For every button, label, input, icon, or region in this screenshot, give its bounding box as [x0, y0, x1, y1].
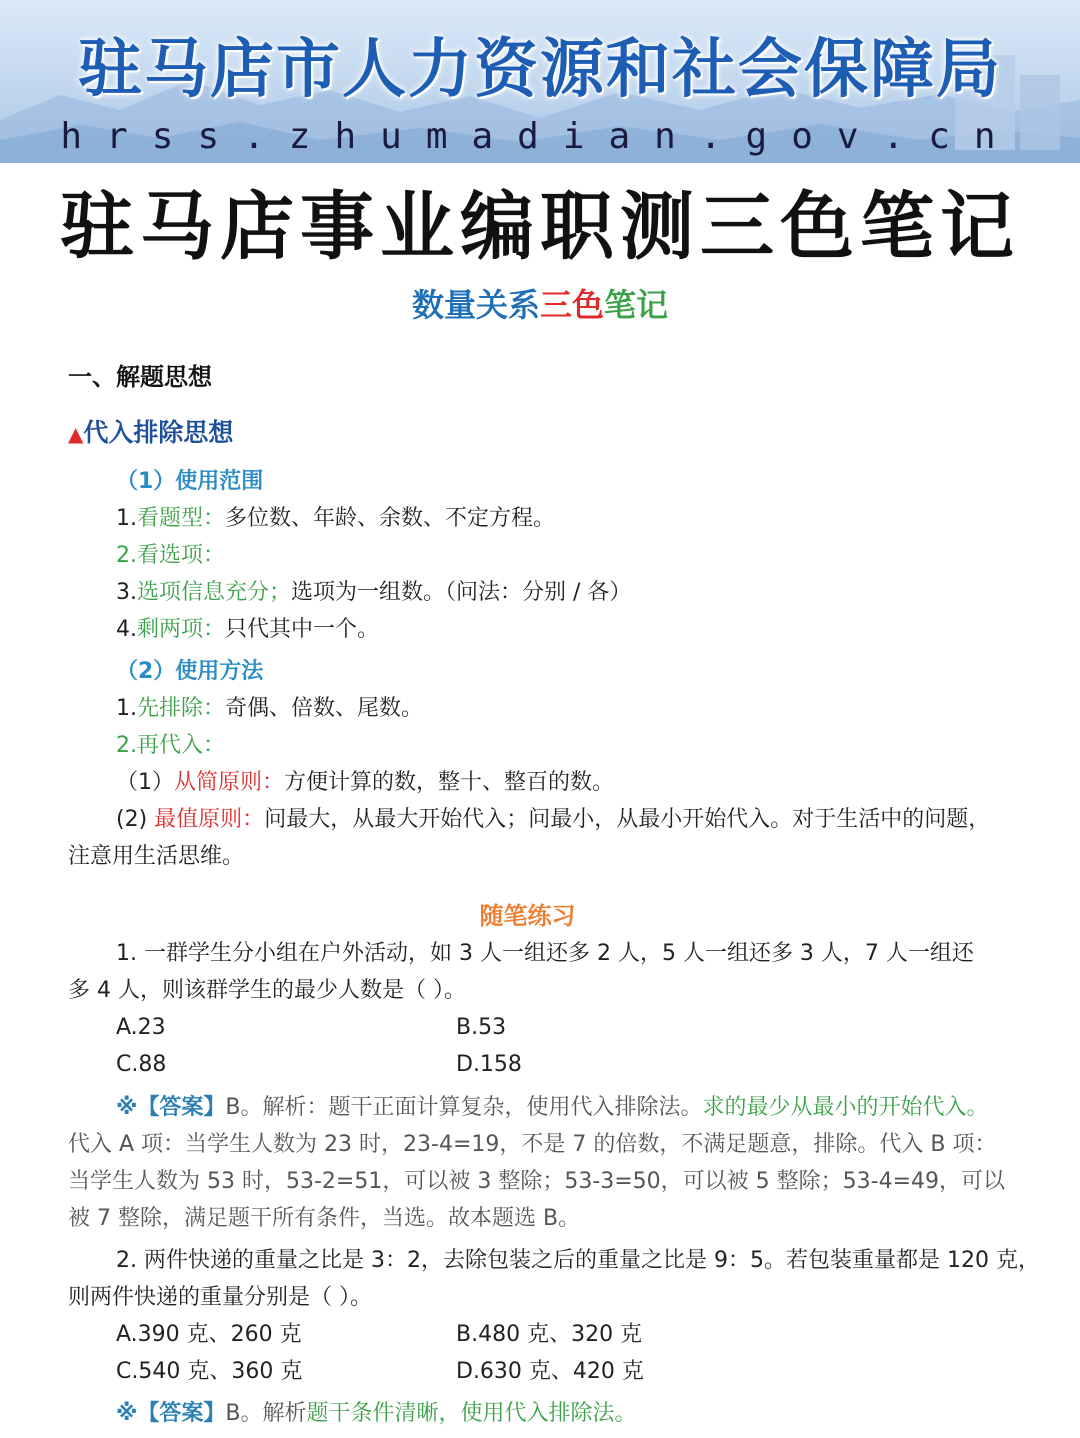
question-2-option-b: B.480 克、320 克	[456, 1322, 643, 1347]
usage-rule	[116, 768, 614, 798]
triangle-marker-icon: ▲	[68, 422, 84, 446]
scope-item	[116, 504, 555, 534]
question-2-option-d: D.630 克、420 克	[456, 1359, 644, 1384]
question-1-option-a: A.23	[116, 1015, 166, 1040]
question-2-option-a: A.390 克、260 克	[116, 1322, 302, 1347]
practice-heading: 随笔练习	[479, 902, 576, 930]
item-text: 只代其中一个。	[225, 617, 380, 642]
usage-rule	[116, 805, 990, 835]
answer-marker: ※【答案】	[116, 1095, 226, 1120]
method-title: 代入排除思想	[83, 418, 234, 447]
item-number: 1.	[116, 696, 137, 721]
rule-text: 方便计算的数，整十、整百的数。	[284, 770, 615, 795]
section-heading: 一、解题思想	[68, 363, 212, 391]
site-banner	[0, 0, 1080, 163]
answer-marker: ※【答案】	[116, 1401, 226, 1426]
rule-number: （1）	[116, 770, 174, 795]
usage-rule-continuation: 注意用生活思维。	[68, 844, 245, 869]
item-number: 2.	[116, 733, 137, 758]
scope-item	[116, 578, 631, 608]
question-2-option-c: C.540 克、360 克	[116, 1359, 303, 1384]
rule-key: 最值原则：	[154, 807, 265, 832]
question-1-answer-cont: 被 7 整除，满足题干所有条件，当选。故本题选 B。	[68, 1206, 581, 1231]
section-subtitle	[0, 280, 1080, 326]
rule-key: 从简原则：	[174, 770, 285, 795]
item-key: 再代入：	[137, 733, 226, 758]
document-title: 驻马店事业编职测三色笔记	[60, 184, 1020, 270]
item-key: 看题型：	[137, 506, 226, 531]
question-2-answer	[116, 1399, 637, 1429]
scope-item	[116, 541, 225, 571]
question-1-stem: 1. 一群学生分小组在户外活动，如 3 人一组还多 2 人，5 人一组还多 3 人，7 人一组还	[116, 941, 974, 966]
scope-item	[116, 615, 379, 645]
answer-text: B。解析	[225, 1401, 307, 1426]
question-2-stem-cont: 则两件快递的重量分别是（ ）。	[68, 1285, 372, 1310]
question-1-option-d: D.158	[456, 1052, 522, 1077]
answer-highlight: 题干条件清晰，使用代入排除法。	[306, 1401, 637, 1426]
usage-item	[116, 731, 225, 761]
subtitle-part-notes: 笔记	[604, 286, 669, 324]
answer-highlight: 求的最少从最小的开始代入。	[702, 1095, 989, 1120]
item-key: 选项信息充分；	[137, 580, 292, 605]
item-text: 奇偶、倍数、尾数。	[225, 696, 424, 721]
item-number: 1.	[116, 506, 137, 531]
subtitle-part-quantity: 数量关系	[411, 286, 540, 324]
item-text: 选项为一组数。（问法：分别 / 各）	[291, 580, 632, 605]
answer-text: B。解析：题干正面计算复杂，使用代入排除法。	[225, 1095, 703, 1120]
item-text: 多位数、年龄、余数、不定方程。	[225, 506, 556, 531]
question-1-option-c: C.88	[116, 1052, 167, 1077]
question-1-stem-cont: 多 4 人，则该群学生的最少人数是（ ）。	[68, 978, 466, 1003]
agency-url: hrss.zhumadian.gov.cn	[60, 116, 1020, 157]
item-number: 2.	[116, 543, 137, 568]
item-number: 3.	[116, 580, 137, 605]
question-1-answer	[116, 1093, 989, 1123]
item-key: 看选项：	[137, 543, 226, 568]
question-1-option-b: B.53	[456, 1015, 507, 1040]
item-key: 剩两项：	[137, 617, 226, 642]
subtitle-part-three-color: 三色	[539, 286, 604, 324]
method-heading	[68, 418, 233, 449]
scope-heading: （1）使用范围	[116, 469, 264, 494]
question-2-stem: 2. 两件快递的重量之比是 3：2，去除包装之后的重量之比是 9：5。若包装重量都是 120 克，	[116, 1248, 1040, 1273]
usage-heading: （2）使用方法	[116, 659, 264, 684]
item-key: 先排除：	[137, 696, 226, 721]
item-number: 4.	[116, 617, 137, 642]
question-1-answer-cont: 当学生人数为 53 时，53-2=51，可以被 3 整除；53-3=50，可以被 5 整除；53-4=49，可以	[68, 1169, 1006, 1194]
rule-number: (2)	[116, 807, 148, 832]
usage-item	[116, 694, 423, 724]
rule-text: 问最大，从最大开始代入；问最小，从最小开始代入。对于生活中的问题，	[264, 807, 991, 832]
agency-title: 驻马店市人力资源和社会保障局	[78, 33, 1002, 107]
question-1-answer-cont: 代入 A 项：当学生人数为 23 时，23-4=19，不是 7 的倍数，不满足题意，排除。代入 B 项：	[68, 1132, 997, 1157]
